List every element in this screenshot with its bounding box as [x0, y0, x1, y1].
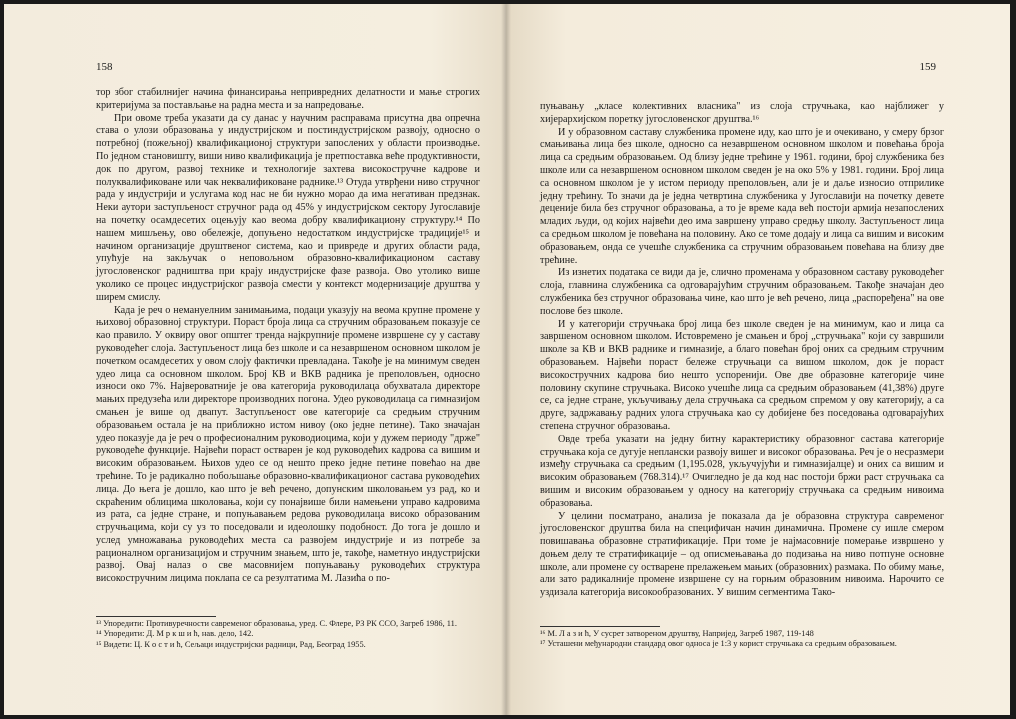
- paragraph: И у категорији стручњака број лица без школе сведен је на минимум, као и лица са завршеном основном школом. Истоврeмено је смањен и број „стручњака" који су завршили школе за КВ и ВКВ раднике и гимназије, а благо повећан број оних са средњим стручним образовањем. Највећи пораст бележе стручњаци са вишом школом, док је пораст високостручних кадрова био нешто успоренији. Ове две образовне категорије чине половину скупине стручњака. Високо учешће лица са средњим образовањем (41,38%) другe се, са једне стране, укључивању дела стручњака са средњом спремом у ову категорију, а са друге, задржавању радних улога стручњака као су добијене без поседовања одговарајућих степена стручног образовања.: [540, 318, 944, 432]
- footnote: ¹³ Упоредити: Противуречности савременог образовања, уред. С. Флере, РЗ РК ССО, Загреб 1986, 11.: [96, 619, 457, 628]
- paragraph: пуњавању „класе колективних власника" из слоја стручњака, као најближег у хијерархијском поретку југословенског друштва.¹⁶: [540, 101, 944, 125]
- page-number: 159: [919, 61, 936, 73]
- paragraph: Када је реч о немануелним занимањима, подаци указују на веома крупне промене у њиховој образовној структури. Пораст броја лица са стручним образовањем показује се као правило. У оквиру овог општег тренда најкрупније промене извршене су у саставу руководећег слоја. Заступљеност лица без школе и са незавршеном основном школом је почетком осамдесетих у овом слоју фактички превладана. Такође је на минимум сведен удео лица са основном школом. Број КВ и ВКВ радника је преполовљен, односно износи око 7%. Највероватније је ова категорија руководилаца обухватала директоре мањих предузећа или директоре производних погона. Удео руководилаца са гимназијом смањен је више од двапут. Заступљеност ове категорије са средњим стручним образовањем остала је на приближно истом нивоу (око једне петине). Тако значајан удео показује да је реч о професионалним руководиоцима, који у дужем периоду "држе" руководеће функције. Највећи пораст остварен је код руководећих кадрова са вишим и високим образовањем. Њихов удео се од нешто преко једне петине повећао на две трећине. То је радикално побољшање образовно-квалификационог састава руководећих лица. До њега је дошло, као што је већ речено, допунским школовањем уз рад, ко и скраћеним облицима школовања, који су понајвише били намењени управо кадровима из рата, са једне стране, и попуњавањем редова руководилаца високо образованим стручњацима, који су уз то поседовали и идеолошку подобност. До тога је дошло и услед умножавања руководећих места са развојем индустрије и из потребе за рационалном организацијом и стручним знањем, што је, такође, наметнуо индустријски развој. Овај налаз о све масовнијем попуњавању руководећих структура високостручним лицима поклапа се са резултатима М. Лазића о по-: [96, 304, 480, 585]
- footnote-rule: [540, 626, 660, 627]
- paragraph: Из изнетих података се види да је, слично променама у образовном саставу руководећег слоја, главнина службеника са одговарајућим стручним образовањем. Такође значајан део службеника без стручног образовања чине, као што је већ речено, лица „распоређена" на ове послове без школе.: [540, 267, 944, 317]
- footnotes: [540, 626, 944, 650]
- footnote: ¹⁶ М. Л а з и ћ, У сусрет затвореном друштву, Напријед, Загреб 1987, 119-148: [540, 629, 814, 638]
- page-number: 158: [96, 61, 113, 73]
- paragraph: При овоме треба указати да су данас у научним расправама присутна два опречна става о улози образовања у индустријском и постиндустријском развоју, односно о потребној (пожељној) квалификационој структури запослених у области производње. По једном становишту, виши ниво квалификација је претпоставка веће продуктивности, док по другом, развој технике и технологије захтева високостручне кадрове и полуквалификоване или чак неквалификоване раднике.¹³ Отуда утврђени ниво стручног рада у индустрији и услугама код нас не би нужно морао да има негативан предзнак. Неки аутори заступљеност стручног рада од 45% у индустријском сектору Југославије на почетку осамдесетих оцењују као веома добру квалификациону структуру.¹⁴ По нашем мишљењу, ово обележје, допуњено недостатком индустријске традиције¹⁵ и начином организације друштвеног система, као и привреде и других области рада, упућује на закључак о неповољном образовно-квалификационом саставу југословенског радништва при крају индустријске фазе развоја. Ово утолико више уколико се процес индустријског развоја смести у контекст модернизације друштва у ширем смислу.: [96, 112, 480, 303]
- footnote: ¹⁷ Усташени међународни стандард овог односа је 1:3 у корист стручњака са средњим образовањем.: [540, 639, 897, 649]
- book-spread: [4, 4, 1010, 715]
- book-gutter: [501, 4, 511, 715]
- footnotes: [96, 616, 480, 650]
- footnote: ¹⁴ Упоредити: Д. М р к ш и ћ, нав. дело, 142.: [96, 629, 254, 639]
- paragraph: У целини посматрано, анализа је показала да је образовна структура савременог југословенског друштва била на специфичан начин динамична. Промене су ишле смером повишавања образовне стратификације. При томе је најмасовније померање извршено у доњем делу те стратификације – од описмењавања до подизања на ниво потпуне основне школе, али промене су остварене прелажењем мањих (образовних) размака. По обиму мање, али зато радикалније промене извршене су на горњим образовним нивоима. Нарочито се уздизала категорија високообразованих. У вишим сегментима Тако-: [540, 510, 944, 599]
- paragraph: И у образовном саставу службеника промене иду, као што је и очекивано, у смеру брзог смањивања лица без школе, односно са незавршеном основном школом и повећања броја лица са средњим образовањем. Од близу једне трећине у 1961. години, број службеника без школе или са незавршеном основном школом сведен је на око 5% у 1981. години. Број лица са основном школом је у истом периоду преполовљен, али је и даље износио отприлике једну трећину. То значи да је једна четвртина службеника у Југославији на почетку деветe деценије била без стручног образовања, а то је време када већ постоји армија незапослених младих људи, од којих највећи део има завршену управо средњу школу. Заступљеност лица са средњом школом је повећана на половину. Ако се томе додају и лица са вишим и високим образовањем, онда се учешће службеника са стручним образовањем повећава на близу две трећине.: [540, 126, 944, 266]
- footnote-rule: [96, 616, 216, 617]
- body-text: [540, 101, 944, 600]
- footnote: ¹⁵ Видети: Ц. К о с т и ћ, Сељаци индустријски радници, Рад, Београд 1955.: [96, 639, 366, 649]
- body-text: [96, 87, 480, 586]
- left-page: [4, 4, 506, 715]
- paragraph: Овде треба указати на једну битну карактеристику образовног састава категорије стручњака која се дугује неплански развоју вишег и високог образовања. Реч је о несразмери између стручњака са средњим (1,195.028, укључујући и гимназијалце) и оних са вишим и високим образовањем (768.314).¹⁷ Очигледно је да код нас постоји бржи раст стручњака са вишим и високим образовањем у односу на категорију стручњака са средњим нивоима образовања.: [540, 433, 944, 509]
- right-page: [506, 4, 1010, 715]
- paragraph: тор због стабилнијег начина финансирања непривредних делатности и мање строгих критеријума за постављање на радна места и за напредовање.: [96, 87, 480, 111]
